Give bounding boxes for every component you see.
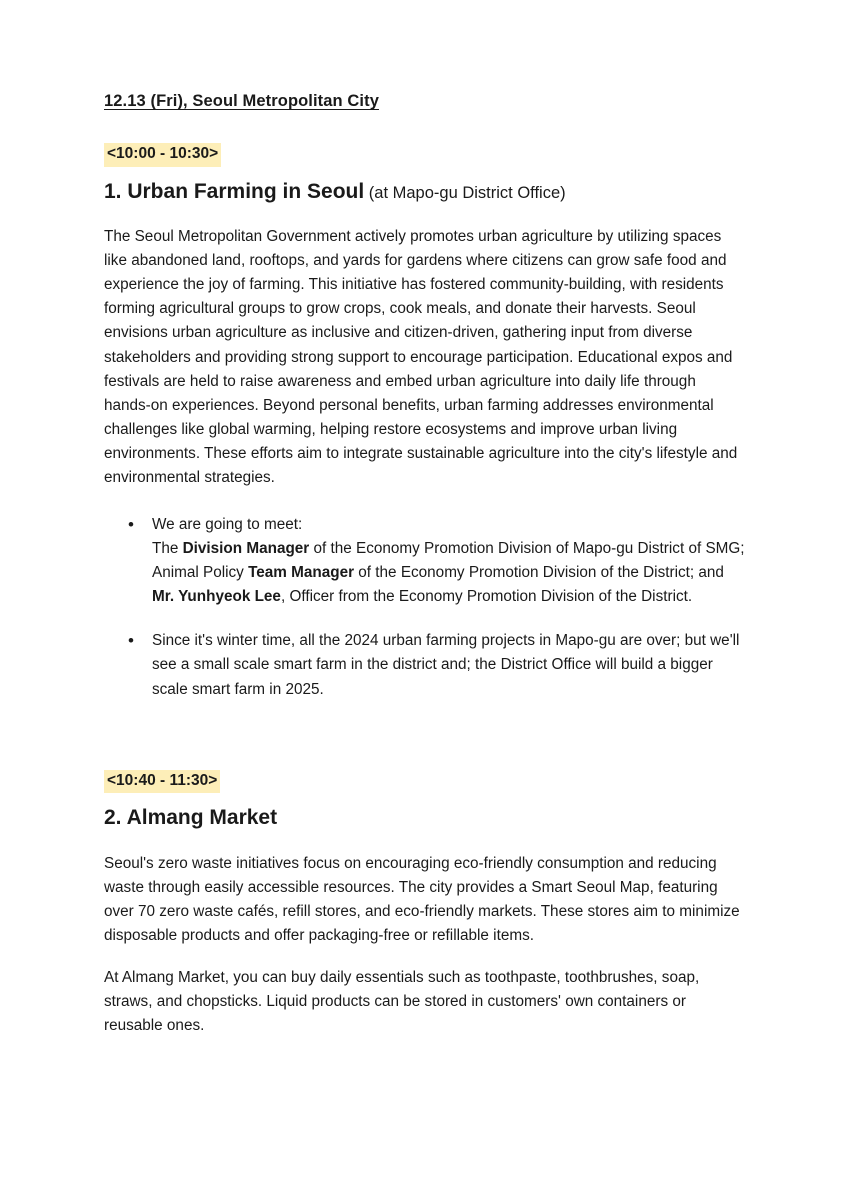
- bullet-1-line-2-bold: Team Manager: [248, 563, 355, 581]
- section-2-paragraph-1: Seoul's zero waste initiatives focus on encouraging eco-friendly consumption and reducing waste through easily accessible resources. The city provides a Smart Seoul Map, featuring over 70 zero waste cafés, refill stores, and eco-friendly markets. These stores aim to minimize disposable products and offer packaging-free or refillable items.: [104, 854, 740, 944]
- page-title: 12.13 (Fri), Seoul Metropolitan City: [104, 92, 379, 110]
- section-heading-1: [104, 179, 746, 205]
- bullet-1-intro: • We are going to meet:: [152, 515, 303, 533]
- section-1-bullet-list: [104, 513, 746, 702]
- section-heading-1-suffix: (at Mapo-gu District Office): [364, 183, 566, 202]
- section-heading-2-title: 2. Almang Market: [104, 806, 278, 830]
- section-heading-2: [104, 805, 746, 831]
- section-urban-farming: [104, 143, 746, 702]
- bullet-1-line-2: [152, 561, 746, 585]
- time-badge-1: [104, 143, 746, 179]
- bullet-1-line-1-pre: The: [152, 539, 183, 557]
- section-2-paragraph-2: At Almang Market, you can buy daily essentials such as toothpaste, toothbrushes, soap, straws, and chopsticks. Liquid products can be stored in customers' own containers or reusable ones.: [104, 969, 700, 1035]
- list-item: • Since it's winter time, all the 2024 urban farming projects in Mapo-gu are over; but we'll see a small scale smart farm in the district and; the District Office will build a bigger scale smart farm in 2025.: [104, 629, 746, 701]
- section-almang-market: [104, 770, 746, 1039]
- bullet-1-line-3-post: , Officer from the Economy Promotion Division of the District.: [280, 588, 693, 606]
- time-badge-2: [104, 770, 746, 806]
- bullet-1-line-3-bold: Mr. Yunhyeok Lee: [152, 588, 281, 606]
- bullet-1-line-1: [152, 537, 746, 561]
- section-heading-1-title: 1. Urban Farming in Seoul: [104, 179, 365, 203]
- section-divider-spacer: [104, 722, 746, 770]
- bullet-1-line-1-post: of the Economy Promotion Division of Mapo-gu District of SMG;: [309, 539, 745, 557]
- list-item: [104, 513, 746, 610]
- bullet-1-line-3: [152, 585, 746, 609]
- section-1-paragraph-1: The Seoul Metropolitan Government actively promotes urban agriculture by utilizing spaces like abandoned land, rooftops, and yards for gardens where citizens can grow safe food and experience the joy of farming. This initiative has fostered community-building, with residents forming agricultural groups to grow crops, cook meals, and donate their harvests. Seoul envisions urban agriculture as inclusive and citizen-driven, gathering input from diverse stakeholders and providing strong support to encourage participation. Educational expos and festivals are held to raise awareness and embed urban agriculture into daily life through hands-on experiences. Beyond personal benefits, urban farming addresses environmental challenges like global warming, helping restore ecosystems and improve urban living environments. These efforts aim to integrate sustainable agriculture into the city's lifestyle and environmental strategies.: [104, 227, 738, 487]
- bullet-1-line-1-bold: Division Manager: [182, 539, 310, 557]
- status-badge: <10:00 - 10:30>: [104, 143, 221, 167]
- status-badge: <10:40 - 11:30>: [104, 770, 220, 794]
- bullet-1-line-2-pre: Animal Policy: [152, 563, 249, 581]
- bullet-1-line-2-post: of the Economy Promotion Division of the District; and: [354, 563, 724, 581]
